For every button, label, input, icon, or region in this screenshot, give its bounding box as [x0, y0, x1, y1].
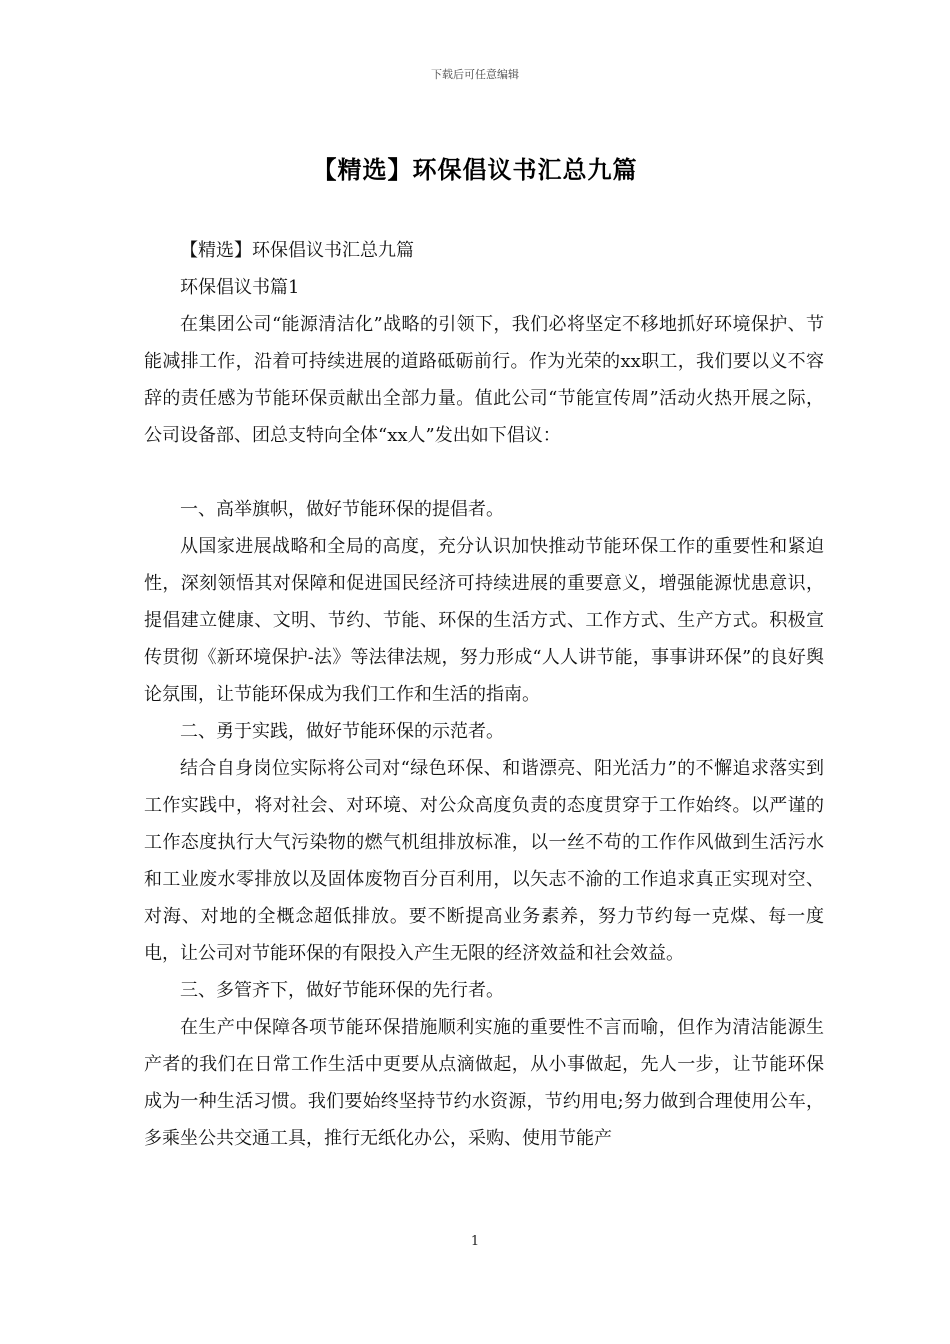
paragraph-point-1-body: 从国家进展战略和全局的高度，充分认识加快推动节能环保工作的重要性和紧迫性，深刻领悟其对保障和促进国民经济可持续进展的重要意义，增强能源忧患意识，提倡建立健康、文明、节约、节能、环保的生活方式、工作方式、生产方式。积极宣传贯彻《新环境保护-法》等法律法规，努力形成“人人讲节能，事事讲环保”的良好舆论氛围，让节能环保成为我们工作和生活的指南。 [144, 536, 824, 705]
document-title: 【精选】环保倡议书汇总九篇 [312, 155, 638, 184]
paragraph-point-1-heading: 一、高举旗帜，做好节能环保的提倡者。 [180, 499, 504, 520]
paragraph-section-heading: 环保倡议书篇1 [180, 277, 300, 298]
page-number: 1 [470, 1234, 480, 1249]
paragraph-point-2-body: 结合自身岗位实际将公司对“绿色环保、和谐漂亮、阳光活力”的不懈追求落实到工作实践中，将对社会、对环境、对公众高度负责的态度贯穿于工作始终。以严谨的工作态度执行大气污染物的燃气机组排放标准，以一丝不苟的工作作风做到生活污水和工业废水零排放以及固体废物百分百利用，以矢志不渝的工作追求真正实现对空、对海、对地的全概念超低排放。要不断提高业务素养，努力节约每一克煤、每一度电，让公司对节能环保的有限投入产生无限的经济效益和社会效益。 [144, 758, 824, 964]
header-note: 下载后可任意编辑 [431, 68, 519, 81]
paragraph-point-2-heading: 二、勇于实践，做好节能环保的示范者。 [180, 721, 504, 742]
paragraph-subtitle: 【精选】环保倡议书汇总九篇 [180, 240, 414, 261]
paragraph-point-3-body: 在生产中保障各项节能环保措施顺利实施的重要性不言而喻，但作为清洁能源生产者的我们在日常工作生活中更要从点滴做起，从小事做起，先人一步，让节能环保成为一种生活习惯。我们要始终坚持节约水资源，节约用电;努力做到合理使用公车，多乘坐公共交通工具，推行无纸化办公，采购、使用节能产 [144, 1017, 824, 1149]
document-body [144, 232, 824, 1157]
paragraph-point-3-heading: 三、多管齐下，做好节能环保的先行者。 [180, 980, 504, 1001]
paragraph-intro: 在集团公司“能源清洁化”战略的引领下，我们必将坚定不移地抓好环境保护、节能减排工作，沿着可持续进展的道路砥砺前行。作为光荣的xx职工，我们要以义不容辞的责任感为节能环保贡献出全部力量。值此公司“节能宣传周”活动火热开展之际，公司设备部、团总支特向全体“xx人”发出如下倡议： [144, 314, 824, 446]
